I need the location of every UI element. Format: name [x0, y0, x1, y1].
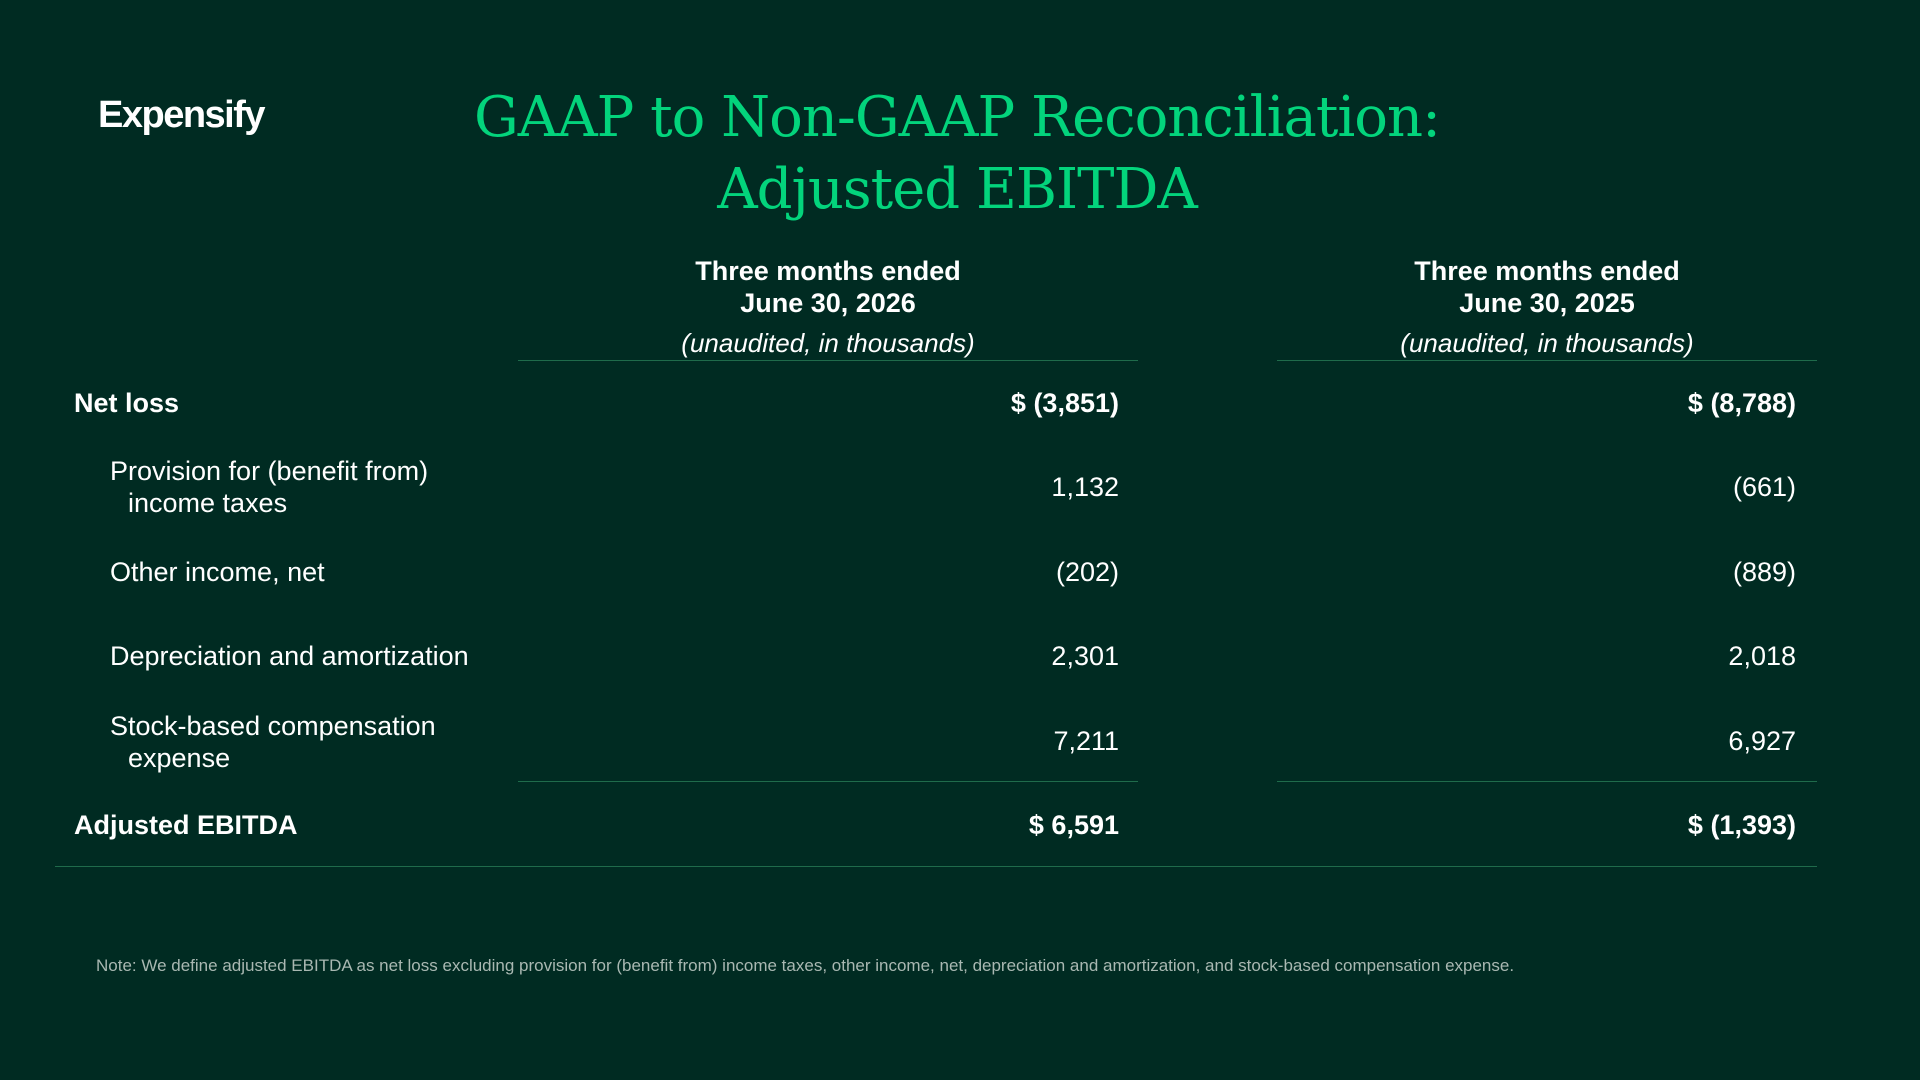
row-label-adjusted-ebitda: Adjusted EBITDA [74, 810, 298, 840]
value-provision-taxes-2026: 1,132 [1051, 472, 1119, 502]
column-header-sub: (unaudited, in thousands) [1400, 328, 1694, 358]
column-header-2026 [518, 255, 1138, 359]
row-label-depreciation: Depreciation and amortization [110, 641, 469, 671]
value-stock-comp-2026: 7,211 [1053, 726, 1119, 756]
value-depreciation-2026: 2,301 [1051, 641, 1119, 671]
subtotal-divider-col2 [1277, 781, 1817, 782]
footnote: Note: We define adjusted EBITDA as net loss excluding provision for (benefit from) income taxes, other income, net, depreciation and amortization, and stock-based compensation expense. [96, 956, 1515, 975]
row-label-line1: Stock-based compensation [110, 711, 436, 741]
value-net-loss-2026: $ (3,851) [1010, 388, 1119, 418]
expensify-logo: Expensify [98, 94, 265, 136]
value-other-income-2025: (889) [1732, 557, 1796, 587]
column-header-line1: Three months ended [695, 256, 961, 286]
column-header-line2: June 30, 2025 [1459, 288, 1635, 318]
table-bottom-divider [55, 866, 1817, 867]
slide-title [400, 82, 1514, 226]
value-adjusted-ebitda-2026: $ 6,591 [1028, 810, 1119, 840]
value-net-loss-2025: $ (8,788) [1687, 388, 1796, 418]
row-label-line2: expense [128, 743, 231, 773]
column-header-line2: June 30, 2026 [740, 288, 916, 318]
row-label-stock-comp [110, 710, 436, 774]
column-header-sub: (unaudited, in thousands) [681, 328, 975, 358]
value-adjusted-ebitda-2025: $ (1,393) [1687, 810, 1796, 840]
subtotal-divider-col1 [518, 781, 1138, 782]
row-label-net-loss: Net loss [74, 388, 180, 418]
header-divider-col1 [518, 360, 1138, 361]
row-label-line2: income taxes [128, 488, 288, 518]
row-label-other-income: Other income, net [110, 557, 325, 587]
row-label-provision-taxes [110, 455, 428, 519]
column-header-2025 [1277, 255, 1817, 359]
header-divider-col2 [1277, 360, 1817, 361]
slide-title-line1: GAAP to Non-GAAP Reconciliation: [474, 85, 1440, 150]
slide-title-line2: Adjusted EBITDA [717, 157, 1197, 222]
value-provision-taxes-2025: (661) [1732, 472, 1796, 502]
value-stock-comp-2025: 6,927 [1728, 726, 1796, 756]
column-header-line1: Three months ended [1414, 256, 1680, 286]
value-other-income-2026: (202) [1055, 557, 1119, 587]
row-label-line1: Provision for (benefit from) [110, 456, 429, 486]
value-depreciation-2025: 2,018 [1728, 641, 1796, 671]
